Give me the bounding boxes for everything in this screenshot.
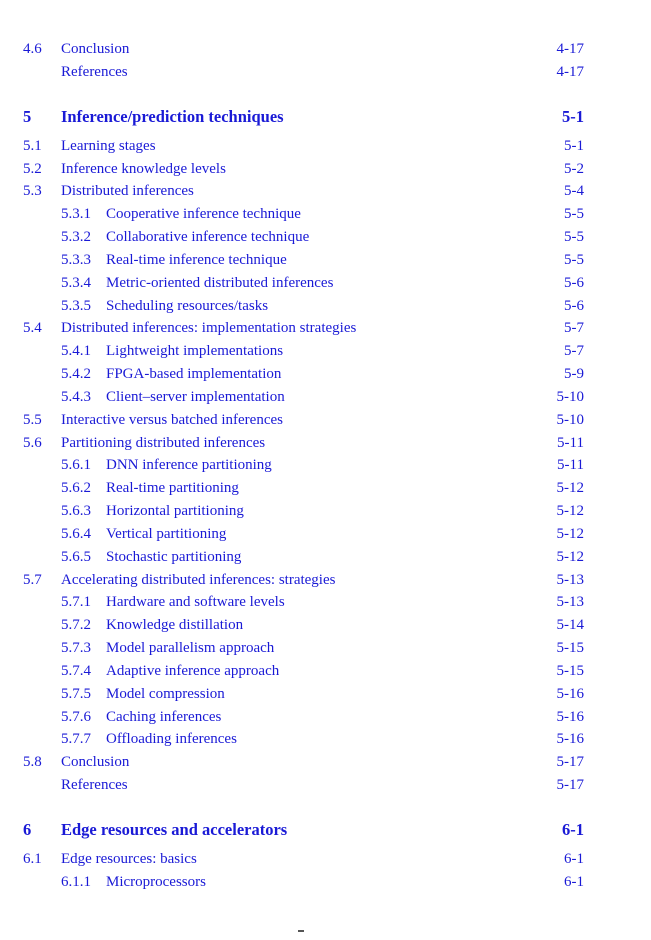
toc-entry-title[interactable]: Interactive versus batched inferences: [61, 412, 283, 428]
toc-entry-number: 4.6: [23, 41, 42, 57]
toc-chapter-row[interactable]: [0, 106, 651, 128]
toc-entry-title[interactable]: Learning stages: [61, 138, 156, 154]
toc-entry-page[interactable]: 5-12: [556, 549, 584, 565]
toc-entry-page[interactable]: 5-5: [564, 206, 584, 222]
toc-entry-title[interactable]: Stochastic partitioning: [106, 549, 242, 565]
toc-entry-row[interactable]: [0, 454, 651, 476]
toc-entry-page[interactable]: 5-14: [556, 617, 584, 633]
toc-entry-title[interactable]: Inference knowledge levels: [61, 161, 226, 177]
toc-entry-title[interactable]: Model compression: [106, 686, 225, 702]
toc-entry-page[interactable]: 5-5: [564, 229, 584, 245]
toc-entry-page[interactable]: 5-4: [564, 183, 584, 199]
toc-entry-title[interactable]: Hardware and software levels: [106, 594, 285, 610]
toc-entry-row[interactable]: [0, 477, 651, 499]
toc-entry-title[interactable]: Accelerating distributed inferences: strategies: [61, 572, 336, 588]
toc-entry-title[interactable]: Adaptive inference approach: [106, 663, 280, 679]
toc-entry-number: 5.2: [23, 161, 42, 177]
toc-entry-number: 5.8: [23, 754, 42, 770]
toc-entry-number: 5.7.1: [61, 594, 91, 610]
toc-entry-page[interactable]: 5-9: [564, 366, 584, 382]
toc-entry-row[interactable]: [0, 569, 651, 591]
toc-entry-number: 5.7.6: [61, 709, 91, 725]
toc-entry-number: 5.7.3: [61, 640, 91, 656]
toc-entry-row[interactable]: [0, 363, 651, 385]
toc-entry-title[interactable]: Conclusion: [61, 754, 130, 770]
toc-entry-row[interactable]: [0, 683, 651, 705]
toc-entry-page[interactable]: 5-13: [556, 594, 584, 610]
toc-entry-row[interactable]: [0, 203, 651, 225]
page-footer-mark: [298, 930, 304, 932]
toc-entry-page[interactable]: 5-10: [556, 389, 584, 405]
toc-entry-page[interactable]: 5-5: [564, 252, 584, 268]
toc-entry-page[interactable]: 4-17: [556, 64, 584, 80]
toc-entry-row[interactable]: [0, 38, 651, 60]
toc-entry-page[interactable]: 5-12: [556, 503, 584, 519]
toc-entry-row[interactable]: [0, 848, 651, 870]
toc-entry-title[interactable]: Partitioning distributed inferences: [61, 435, 266, 451]
toc-entry-row[interactable]: [0, 751, 651, 773]
toc-entry-number: 5.6.2: [61, 480, 91, 496]
toc-entry-row[interactable]: [0, 295, 651, 317]
toc-entry-title[interactable]: Real-time partitioning: [106, 480, 239, 496]
toc-entry-number: 5.4.2: [61, 366, 91, 382]
toc-entry-title[interactable]: Real-time inference technique: [106, 252, 287, 268]
toc-entry-page[interactable]: 5-12: [556, 480, 584, 496]
toc-entry-page[interactable]: 5-15: [556, 640, 584, 656]
toc-entry-row[interactable]: [0, 614, 651, 636]
toc-entry-page[interactable]: 5-17: [556, 754, 584, 770]
toc-entry-row[interactable]: [0, 546, 651, 568]
toc-entry-row[interactable]: [0, 500, 651, 522]
toc-entry-number: 5.3.5: [61, 298, 91, 314]
toc-entry-row[interactable]: [0, 409, 651, 431]
toc-entry-number: 5.7.2: [61, 617, 91, 633]
toc-entry-number: 5.6: [23, 435, 42, 451]
toc-entry-title[interactable]: FPGA-based implementation: [106, 366, 282, 382]
toc-entry-title[interactable]: Knowledge distillation: [106, 617, 244, 633]
toc-entry-page[interactable]: 5-16: [556, 686, 584, 702]
toc-entry-row[interactable]: [0, 591, 651, 613]
toc-entry-row[interactable]: [0, 61, 651, 83]
toc-entry-page[interactable]: 5-6: [564, 298, 584, 314]
toc-entry-title[interactable]: Cooperative inference technique: [106, 206, 301, 222]
toc-entry-page[interactable]: 6-1: [562, 820, 584, 839]
toc-entry-title[interactable]: Vertical partitioning: [106, 526, 227, 542]
toc-entry-page[interactable]: 4-17: [556, 41, 584, 57]
toc-entry-row[interactable]: [0, 249, 651, 271]
toc-entry-title[interactable]: Distributed inferences: [61, 183, 194, 199]
toc-entry-number: 5.3.3: [61, 252, 91, 268]
toc-entry-row[interactable]: [0, 180, 651, 202]
toc-entry-row[interactable]: [0, 660, 651, 682]
toc-entry-row[interactable]: [0, 706, 651, 728]
toc-entry-number: 5.5: [23, 412, 42, 428]
toc-entry-row[interactable]: [0, 317, 651, 339]
toc-entry-title[interactable]: Horizontal partitioning: [106, 503, 244, 519]
toc-entry-page[interactable]: 5-16: [556, 731, 584, 747]
toc-entry-page[interactable]: 5-11: [557, 457, 584, 473]
toc-entry-page[interactable]: 5-12: [556, 526, 584, 542]
toc-entry-number: 5.6.1: [61, 457, 91, 473]
toc-entry-number: 5.3.2: [61, 229, 91, 245]
toc-entry-title[interactable]: Inference/prediction techniques: [61, 107, 284, 126]
toc-entry-row[interactable]: [0, 226, 651, 248]
toc-entry-number: 5.3.4: [61, 275, 91, 291]
toc-entry-page[interactable]: 5-10: [556, 412, 584, 428]
toc-entry-title[interactable]: Microprocessors: [106, 874, 206, 890]
toc-entry-title[interactable]: Scheduling resources/tasks: [106, 298, 269, 314]
toc-entry-row[interactable]: [0, 871, 651, 893]
toc-entry-row[interactable]: [0, 386, 651, 408]
toc-entry-row[interactable]: [0, 637, 651, 659]
toc-entry-number: 5.4.1: [61, 343, 91, 359]
toc-entry-title[interactable]: Collaborative inference technique: [106, 229, 310, 245]
toc-entry-number: 5.3: [23, 183, 42, 199]
toc-entry-title[interactable]: References: [61, 64, 128, 80]
toc-entry-number: 5.7.5: [61, 686, 91, 702]
toc-entry-number: 5.4.3: [61, 389, 91, 405]
toc-entry-title[interactable]: Distributed inferences: implementation strategies: [61, 320, 357, 336]
toc-entry-page[interactable]: 5-16: [556, 709, 584, 725]
toc-entry-number: 5.4: [23, 320, 42, 336]
toc-entry-page[interactable]: 5-13: [556, 572, 584, 588]
toc-entry-title[interactable]: References: [61, 777, 128, 793]
toc-entry-number: 5.7: [23, 572, 42, 588]
toc-entry-page[interactable]: 5-15: [556, 663, 584, 679]
toc-entry-row[interactable]: [0, 432, 651, 454]
toc-entry-title[interactable]: Edge resources: basics: [61, 851, 197, 867]
toc-entry-row[interactable]: [0, 340, 651, 362]
toc-entry-number: 6.1: [23, 851, 42, 867]
toc-entry-number: 5.7.7: [61, 731, 91, 747]
toc-entry-title[interactable]: DNN inference partitioning: [106, 457, 272, 473]
toc-entry-page[interactable]: 5-7: [564, 320, 584, 336]
toc-entry-title[interactable]: Conclusion: [61, 41, 130, 57]
toc-entry-title[interactable]: Edge resources and accelerators: [61, 820, 288, 839]
toc-entry-page[interactable]: 5-11: [557, 435, 584, 451]
toc-entry-number: 5.3.1: [61, 206, 91, 222]
toc-entry-page[interactable]: 5-1: [564, 138, 584, 154]
toc-entry-page[interactable]: 5-1: [562, 107, 584, 126]
toc-entry-number: 5.6.4: [61, 526, 91, 542]
toc-entry-number: 5.6.5: [61, 549, 91, 565]
toc-entry-page[interactable]: 6-1: [564, 874, 584, 890]
toc-entry-page[interactable]: 5-6: [564, 275, 584, 291]
toc-entry-number: 6.1.1: [61, 874, 91, 890]
toc-entry-row[interactable]: [0, 728, 651, 750]
toc-entry-number: 5: [23, 107, 32, 126]
toc-entry-title[interactable]: Model parallelism approach: [106, 640, 275, 656]
toc-entry-number: 6: [23, 820, 32, 839]
toc-entry-title[interactable]: Caching inferences: [106, 709, 222, 725]
toc-entry-title[interactable]: Client–server implementation: [106, 389, 285, 405]
toc-entry-row[interactable]: [0, 774, 651, 796]
toc-entry-number: 5.6.3: [61, 503, 91, 519]
toc-entry-row[interactable]: [0, 158, 651, 180]
toc-entry-row[interactable]: [0, 135, 651, 157]
toc-entry-page[interactable]: 5-17: [556, 777, 584, 793]
toc-chapter-row[interactable]: [0, 819, 651, 841]
toc-entry-page[interactable]: 5-2: [564, 161, 584, 177]
toc-entry-page[interactable]: 6-1: [564, 851, 584, 867]
toc-entry-page[interactable]: 5-7: [564, 343, 584, 359]
toc-entry-title[interactable]: Offloading inferences: [106, 731, 237, 747]
toc-entry-title[interactable]: Lightweight implementations: [106, 343, 284, 359]
toc-entry-title[interactable]: Metric-oriented distributed inferences: [106, 275, 334, 291]
toc-entry-number: 5.7.4: [61, 663, 91, 679]
toc-entry-row[interactable]: [0, 272, 651, 294]
toc-entry-number: 5.1: [23, 138, 42, 154]
toc-entry-row[interactable]: [0, 523, 651, 545]
